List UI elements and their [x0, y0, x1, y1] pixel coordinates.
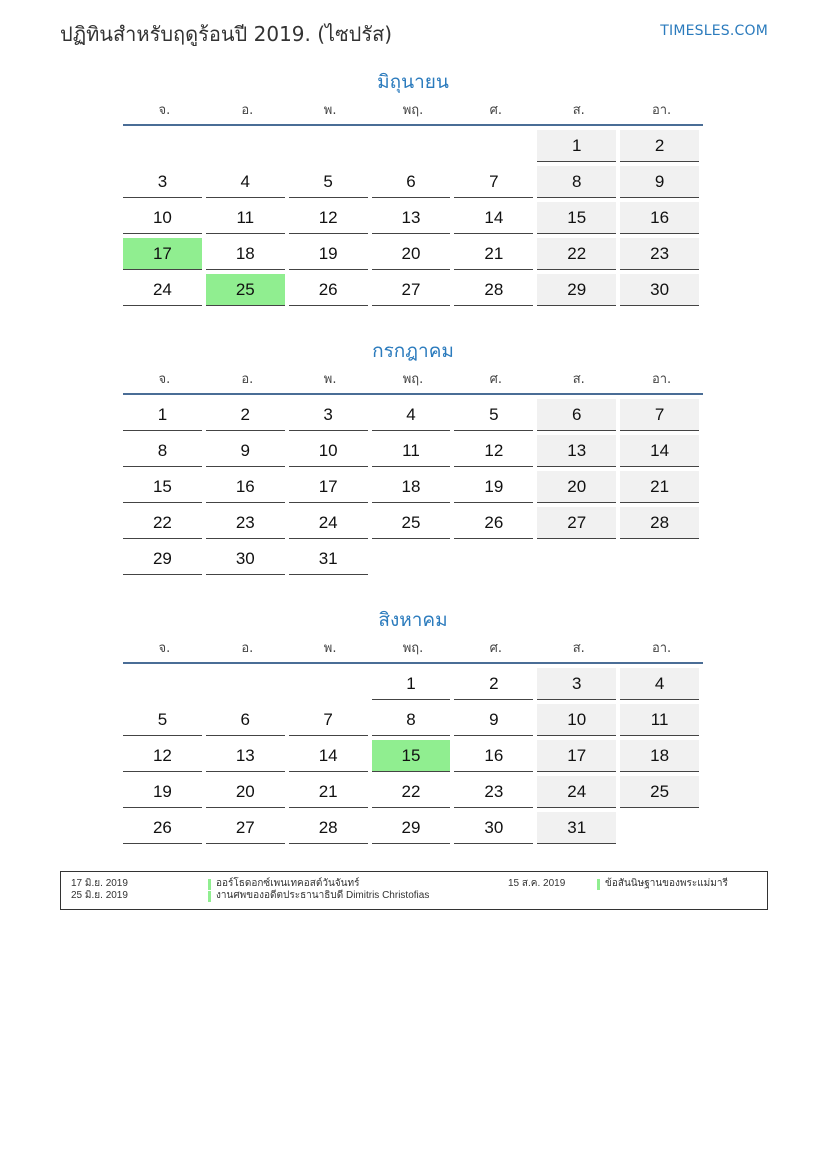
holiday-day-cell[interactable]: 15 — [372, 740, 451, 772]
day-cell[interactable]: 9 — [454, 704, 533, 736]
day-cell[interactable]: 24 — [289, 507, 368, 539]
day-cell[interactable]: 11 — [206, 202, 285, 234]
week-row — [123, 130, 703, 166]
weekday-label: พฤ. — [402, 641, 424, 656]
weekday-label: จ. — [158, 103, 171, 118]
weekday-label: จ. — [158, 372, 171, 387]
day-cell[interactable]: 1 — [372, 668, 451, 700]
page-title: ปฏิทินสำหรับฤดูร้อนปี 2019. (ไซปรัส) — [60, 22, 393, 46]
day-cell[interactable]: 3 — [537, 668, 616, 700]
day-cell[interactable]: 8 — [537, 166, 616, 198]
month-title: สิงหาคม — [378, 609, 448, 631]
day-cell[interactable]: 21 — [454, 238, 533, 270]
day-cell[interactable]: 10 — [289, 435, 368, 467]
weekday-header — [123, 367, 703, 395]
day-cell[interactable]: 25 — [372, 507, 451, 539]
legend-date: 25 มิ.ย. 2019 — [71, 890, 128, 901]
empty-cell — [620, 543, 699, 575]
day-cell[interactable]: 15 — [123, 471, 202, 503]
empty-cell — [289, 130, 368, 162]
week-row — [123, 471, 703, 507]
day-cell[interactable]: 4 — [620, 668, 699, 700]
day-cell[interactable]: 14 — [454, 202, 533, 234]
day-cell[interactable]: 23 — [206, 507, 285, 539]
day-cell[interactable]: 6 — [206, 704, 285, 736]
month-june — [123, 68, 703, 310]
day-cell[interactable]: 8 — [123, 435, 202, 467]
day-cell[interactable]: 2 — [206, 399, 285, 431]
empty-cell — [372, 130, 451, 162]
weekday-label: อา. — [651, 103, 672, 118]
empty-cell — [454, 543, 533, 575]
week-row — [123, 435, 703, 471]
weekday-label: อา. — [651, 641, 672, 656]
empty-cell — [206, 130, 285, 162]
day-cell[interactable]: 28 — [620, 507, 699, 539]
day-cell[interactable]: 20 — [537, 471, 616, 503]
day-cell[interactable]: 20 — [372, 238, 451, 270]
day-cell[interactable]: 29 — [537, 274, 616, 306]
empty-cell — [372, 543, 451, 575]
day-cell[interactable]: 5 — [289, 166, 368, 198]
day-cell[interactable]: 31 — [289, 543, 368, 575]
weekday-header — [123, 98, 703, 126]
week-row — [123, 812, 703, 848]
day-cell[interactable]: 2 — [454, 668, 533, 700]
day-cell[interactable]: 21 — [289, 776, 368, 808]
weekday-label: อ. — [241, 372, 254, 387]
day-cell[interactable]: 18 — [372, 471, 451, 503]
day-cell[interactable]: 9 — [620, 166, 699, 198]
day-cell[interactable]: 31 — [537, 812, 616, 844]
empty-cell — [537, 543, 616, 575]
day-cell[interactable]: 14 — [620, 435, 699, 467]
legend-date: 17 มิ.ย. 2019 — [71, 878, 128, 889]
month-grid — [123, 668, 703, 848]
day-cell[interactable]: 13 — [206, 740, 285, 772]
holiday-marker — [208, 879, 211, 890]
day-cell[interactable]: 17 — [537, 740, 616, 772]
day-cell[interactable]: 27 — [537, 507, 616, 539]
day-cell[interactable]: 22 — [537, 238, 616, 270]
month-title: มิถุนายน — [377, 71, 449, 93]
weekday-label: พ. — [323, 641, 337, 656]
weekday-label: อ. — [241, 641, 254, 656]
day-cell[interactable]: 19 — [454, 471, 533, 503]
day-cell[interactable]: 5 — [123, 704, 202, 736]
day-cell[interactable]: 27 — [206, 812, 285, 844]
holiday-legend — [60, 871, 768, 910]
legend-date: 15 ส.ค. 2019 — [508, 878, 566, 889]
weekday-label: พ. — [323, 372, 337, 387]
weekday-label: ส. — [572, 372, 585, 387]
day-cell[interactable]: 17 — [289, 471, 368, 503]
month-title: กรกฎาคม — [372, 340, 454, 362]
day-cell[interactable]: 18 — [620, 740, 699, 772]
day-cell[interactable]: 21 — [620, 471, 699, 503]
empty-cell — [620, 812, 699, 844]
day-cell[interactable]: 13 — [537, 435, 616, 467]
day-cell[interactable]: 6 — [537, 399, 616, 431]
day-cell[interactable]: 4 — [206, 166, 285, 198]
legend-holiday: งานศพของอดีตประธานาธิบดี Dimitris Christofias — [216, 890, 430, 901]
week-row — [123, 668, 703, 704]
day-cell[interactable]: 16 — [206, 471, 285, 503]
day-cell[interactable]: 10 — [123, 202, 202, 234]
day-cell[interactable]: 7 — [620, 399, 699, 431]
holiday-day-cell[interactable]: 17 — [123, 238, 202, 270]
day-cell[interactable]: 9 — [206, 435, 285, 467]
day-cell[interactable]: 26 — [454, 507, 533, 539]
week-row — [123, 543, 703, 579]
day-cell[interactable]: 26 — [289, 274, 368, 306]
day-cell[interactable]: 22 — [123, 507, 202, 539]
day-cell[interactable]: 13 — [372, 202, 451, 234]
day-cell[interactable]: 12 — [123, 740, 202, 772]
brand-link[interactable]: TIMESLES.COM — [660, 23, 768, 39]
day-cell[interactable]: 14 — [289, 740, 368, 772]
weekday-label: ศ. — [489, 103, 503, 118]
week-row — [123, 238, 703, 274]
week-row — [123, 740, 703, 776]
weekday-label: ส. — [572, 103, 585, 118]
weekday-label: อา. — [651, 372, 672, 387]
day-cell[interactable]: 22 — [372, 776, 451, 808]
day-cell[interactable]: 15 — [537, 202, 616, 234]
day-cell[interactable]: 4 — [372, 399, 451, 431]
week-row — [123, 274, 703, 310]
week-row — [123, 202, 703, 238]
week-row — [123, 704, 703, 740]
day-cell[interactable]: 24 — [123, 274, 202, 306]
day-cell[interactable]: 3 — [289, 399, 368, 431]
day-cell[interactable]: 5 — [454, 399, 533, 431]
day-cell[interactable]: 18 — [206, 238, 285, 270]
day-cell[interactable]: 8 — [372, 704, 451, 736]
month-grid — [123, 130, 703, 310]
day-cell[interactable]: 28 — [289, 812, 368, 844]
day-cell[interactable]: 3 — [123, 166, 202, 198]
day-cell[interactable]: 26 — [123, 812, 202, 844]
day-cell[interactable]: 30 — [454, 812, 533, 844]
holiday-day-cell[interactable]: 25 — [206, 274, 285, 306]
day-cell[interactable]: 24 — [537, 776, 616, 808]
weekday-label: พฤ. — [402, 103, 424, 118]
day-cell[interactable]: 7 — [454, 166, 533, 198]
weekday-header — [123, 636, 703, 664]
day-cell[interactable]: 2 — [620, 130, 699, 162]
day-cell[interactable]: 19 — [289, 238, 368, 270]
weekday-label: ศ. — [489, 372, 503, 387]
week-row — [123, 776, 703, 812]
day-cell[interactable]: 19 — [123, 776, 202, 808]
day-cell[interactable]: 30 — [620, 274, 699, 306]
day-cell[interactable]: 1 — [537, 130, 616, 162]
day-cell[interactable]: 6 — [372, 166, 451, 198]
week-row — [123, 507, 703, 543]
month-july — [123, 337, 703, 579]
holiday-marker — [597, 879, 600, 890]
week-row — [123, 399, 703, 435]
day-cell[interactable]: 23 — [620, 238, 699, 270]
empty-cell — [206, 668, 285, 700]
day-cell[interactable]: 1 — [123, 399, 202, 431]
day-cell[interactable]: 11 — [620, 704, 699, 736]
day-cell[interactable]: 11 — [372, 435, 451, 467]
day-cell[interactable]: 23 — [454, 776, 533, 808]
day-cell[interactable]: 12 — [454, 435, 533, 467]
day-cell[interactable]: 7 — [289, 704, 368, 736]
legend-holiday: ข้อสันนิษฐานของพระแม่มารี — [605, 878, 728, 889]
day-cell[interactable]: 30 — [206, 543, 285, 575]
day-cell[interactable]: 10 — [537, 704, 616, 736]
week-row — [123, 166, 703, 202]
day-cell[interactable]: 25 — [620, 776, 699, 808]
empty-cell — [123, 668, 202, 700]
legend-holiday: ออร์โธดอกซ์เพนเทคอสต์วันจันทร์ — [216, 878, 360, 889]
day-cell[interactable]: 29 — [123, 543, 202, 575]
empty-cell — [454, 130, 533, 162]
weekday-label: พฤ. — [402, 372, 424, 387]
day-cell[interactable]: 28 — [454, 274, 533, 306]
weekday-label: ส. — [572, 641, 585, 656]
day-cell[interactable]: 12 — [289, 202, 368, 234]
day-cell[interactable]: 29 — [372, 812, 451, 844]
day-cell[interactable]: 16 — [620, 202, 699, 234]
empty-cell — [123, 130, 202, 162]
day-cell[interactable]: 27 — [372, 274, 451, 306]
weekday-label: พ. — [323, 103, 337, 118]
month-grid — [123, 399, 703, 579]
empty-cell — [289, 668, 368, 700]
day-cell[interactable]: 20 — [206, 776, 285, 808]
month-august — [123, 606, 703, 848]
weekday-label: จ. — [158, 641, 171, 656]
holiday-marker — [208, 891, 211, 902]
weekday-label: ศ. — [489, 641, 503, 656]
day-cell[interactable]: 16 — [454, 740, 533, 772]
weekday-label: อ. — [241, 103, 254, 118]
